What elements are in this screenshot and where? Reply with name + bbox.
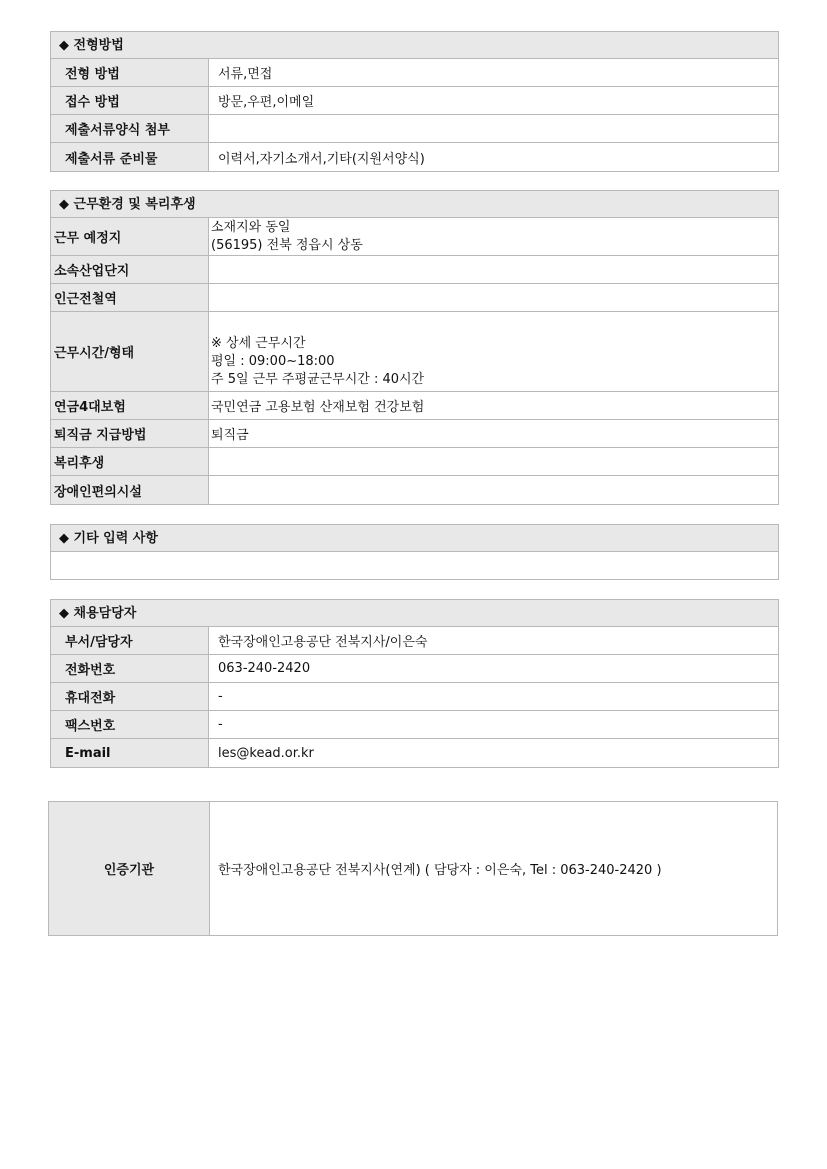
disability-facility-label: 장애인편의시설 [51,476,209,504]
other-value-text [51,552,778,579]
table-row [51,143,778,171]
insurance-label: 연금4대보험 [51,392,209,419]
industrial-complex-label: 소속산업단지 [51,256,209,283]
row-label: 제출서류양식 첨부 [51,115,209,142]
severance-label: 퇴직금 지급방법 [51,420,209,447]
row-value: 한국장애인고용공단 전북지사/이은숙 [218,635,428,650]
other-section-title: ◆ 기타 입력 사항 [51,525,778,552]
row-value: 063-240-2420 [218,661,311,676]
table-row [51,115,778,143]
severance-value: 퇴직금 [211,428,249,443]
table-row [51,711,778,739]
table-row [51,627,778,655]
work-hours-label: 근무시간/형태 [51,312,209,391]
table-row [51,59,778,87]
table-row [51,655,778,683]
other-value [51,552,778,579]
selection-section-title: ◆ 전형방법 [51,32,778,59]
row-value [209,115,778,142]
certification-label: 인증기관 [49,802,210,935]
table-row [51,284,778,312]
welfare-value [209,448,778,475]
insurance-value: 국민연금 고용보험 산재보험 건강보험 [211,400,425,415]
location-line: 소재지와 동일 [211,219,291,235]
row-label: 부서/담당자 [51,627,209,654]
table-row [51,739,778,767]
email-value[interactable]: les@kead.or.kr [218,745,314,761]
selection-section [50,31,779,172]
row-value: 서류,면접 [218,67,273,82]
location-label: 근무 예정지 [51,218,209,255]
disability-facility-value [209,476,778,504]
table-row [51,256,778,284]
row-label: 제출서류 준비물 [51,143,209,171]
row-value: - [218,717,223,732]
certification-box [48,801,778,936]
table-row [51,218,778,256]
row-label: 전화번호 [51,655,209,682]
environment-section [50,190,779,505]
welfare-label: 복리후생 [51,448,209,475]
contact-section [50,599,779,768]
work-hours-line: 평일 : 09:00~18:00 [211,354,335,369]
contact-section-title: ◆ 채용담당자 [51,600,778,627]
table-row [51,87,778,115]
table-row [51,392,778,420]
nearby-station-value [209,284,778,311]
industrial-complex-value [209,256,778,283]
work-hours-line: ※ 상세 근무시간 [211,336,306,351]
certification-value: 한국장애인고용공단 전북지사(연계) ( 담당자 : 이은숙, Tel : 063-240-2420 ) [218,863,662,878]
nearby-station-label: 인근전철역 [51,284,209,311]
row-label: 전형 방법 [51,59,209,86]
other-section [50,524,779,580]
work-hours-value [209,312,778,391]
table-row [51,448,778,476]
table-row [51,312,778,392]
row-value: - [218,689,223,704]
location-line: (56195) 전북 정읍시 상동 [211,237,363,253]
location-value [209,218,778,255]
row-value: 이력서,자기소개서,기타(지원서양식) [218,151,425,167]
table-row [51,683,778,711]
table-row [51,476,778,504]
row-value: 방문,우편,이메일 [218,95,315,110]
row-label: 휴대전화 [51,683,209,710]
table-row [51,420,778,448]
row-label: 팩스번호 [51,711,209,738]
row-label: E-mail [51,739,209,767]
environment-section-title: ◆ 근무환경 및 복리후생 [51,191,778,218]
work-hours-line: 주 5일 근무 주평균근무시간 : 40시간 [211,372,425,387]
row-label: 접수 방법 [51,87,209,114]
